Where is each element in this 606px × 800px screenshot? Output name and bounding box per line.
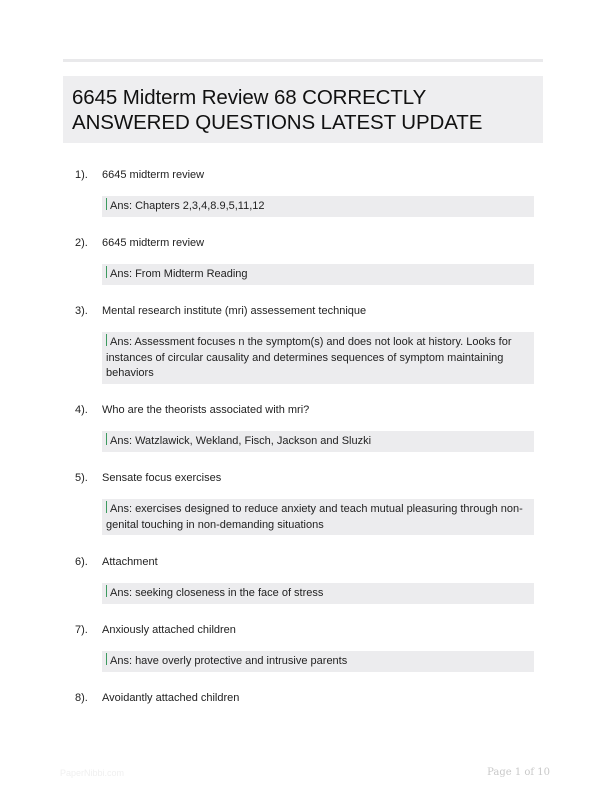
question-text: Who are the theorists associated with mri? [102,404,310,416]
answer-marker [106,585,107,597]
page-indicator: Page 1 of 10 [487,767,550,778]
question-text: 6645 midterm review [102,237,205,249]
question-number: 2). [75,237,88,249]
title-banner [63,76,543,143]
answer-marker [106,653,107,665]
document-title: 6645 Midterm Review 68 CORRECTLY ANSWERED QUESTIONS LATEST UPDATE [72,86,483,134]
answer-text: Ans: Watzlawick, Wekland, Fisch, Jackson and Sluzki [110,435,372,447]
question-text: Sensate focus exercises [102,472,222,484]
answer-text: Ans: Chapters 2,3,4,8.9,5,11,12 [110,200,265,212]
question-number: 7). [75,624,88,636]
question-number: 8). [75,692,88,704]
question-text: Mental research institute (mri) assessement technique [102,305,367,317]
answer-box [102,583,534,604]
question-text: Attachment [102,556,158,568]
answer-marker [106,266,107,278]
answer-text: Ans: seeking closeness in the face of stress [110,587,324,599]
question-text: Anxiously attached children [102,624,236,636]
answer-box [102,264,534,285]
question-number: 5). [75,472,88,484]
answer-marker [106,433,107,445]
answer-marker [106,198,107,210]
answer-text: Ans: exercises designed to reduce anxiety and teach mutual pleasuring through non-genital touching in non-demanding situations [106,503,523,531]
answer-text: Ans: From Midterm Reading [110,268,248,280]
answer-box [102,499,534,535]
answer-box [102,431,534,452]
question-number: 4). [75,404,88,416]
top-divider [63,59,543,62]
answer-text: Ans: Assessment focuses n the symptom(s) and does not look at history. Looks for instances of circular causality and determines sequences of symptom maintaining behaviors [106,336,512,379]
answer-marker [106,334,107,346]
question-number: 6). [75,556,88,568]
question-number: 1). [75,169,88,181]
question-text: Avoidantly attached children [102,692,240,704]
answer-marker [106,501,107,513]
footer-site: PaperNibbi.com [60,768,125,778]
question-text: 6645 midterm review [102,169,205,181]
answer-box [102,196,534,217]
answer-box [102,651,534,672]
answer-text: Ans: have overly protective and intrusive parents [110,655,348,667]
question-number: 3). [75,305,88,317]
answer-box [102,332,534,384]
